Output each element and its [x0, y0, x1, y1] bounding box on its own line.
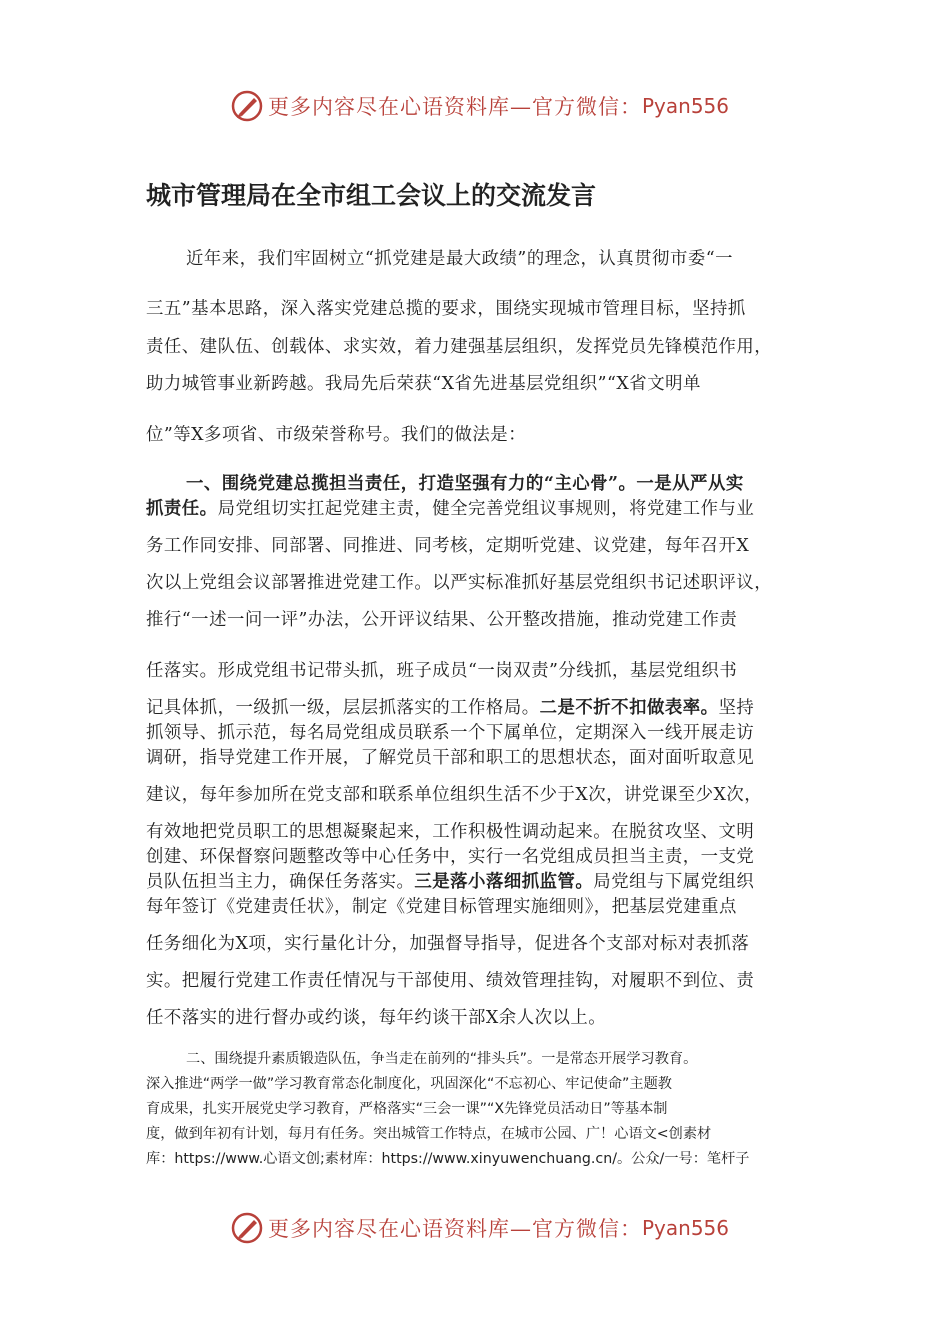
header-banner [230, 86, 750, 126]
para2-line: 有效地把党员职工的思想凝聚起来，工作积极性调动起来。在脱贫攻坚、文明 [146, 822, 755, 842]
banner-handle: Pyan556 [642, 94, 730, 118]
para2-line: 记具体抓，一级抓一级，层层抓落实的工作格局。二是不折不扣做表率。坚持 [146, 698, 755, 718]
para3-line: 深入推进“两学一做”学习教育常态化制度化，巩固深化“不忘初心、牢记使命”主题教 [146, 1076, 672, 1092]
pen-logo-icon [230, 1211, 264, 1245]
para3-line: 度，做到年初有计划，每月有任务。突出城管工作特点，在城市公园、广！心语文<创素材 [146, 1126, 712, 1142]
banner-handle: Pyan556 [642, 1216, 730, 1240]
bold-phrase: 三是落小落细抓监管。 [414, 872, 594, 892]
para3-line: 库：https://www.心语文创;素材库：https://www.xinyuwenchuang.cn/。公众/一号：笔杆子 [146, 1151, 750, 1167]
para2-line: 每年签订《党建责任状》，制定《党建目标管理实施细则》，把基层党建重点 [146, 897, 737, 917]
para2-line: 抓责任。局党组切实扛起党建主责，健全完善党组议事规则，将党建工作与业 [146, 499, 755, 519]
para2-line: 任务细化为X项，实行量化计分，加强督导指导，促进各个支部对标对表抓落 [146, 934, 750, 954]
para1-line: 位”等X多项省、市级荣誉称号。我们的做法是： [146, 425, 527, 445]
footer-banner [230, 1208, 750, 1248]
para1-line: 三五”基本思路，深入落实党建总揽的要求，围绕实现城市管理目标，坚持抓 [146, 299, 746, 319]
banner-text: 更多内容尽在心语资料库—官方微信： [268, 1217, 642, 1241]
para2-line: 创建、环保督察问题整改等中心任务中，实行一名党组成员担当主责，一支党 [146, 847, 755, 867]
para1-line: 助力城管事业新跨越。我局先后荣获“X省先进基层党组织”“X省文明单 [146, 374, 701, 394]
para2-line: 员队伍担当主力，确保任务落实。三是落小落细抓监管。局党组与下属党组织 [146, 872, 755, 892]
para2-line: 实。把履行党建工作责任情况与干部使用、绩效管理挂钩，对履职不到位、责 [146, 971, 755, 991]
para1-line: 近年来，我们牢固树立“抓党建是最大政绩”的理念，认真贯彻市委“一 [186, 249, 734, 269]
banner-text: 更多内容尽在心语资料库—官方微信： [268, 95, 642, 119]
para1-line: 责任、建队伍、创载体、求实效，着力建强基层组织，发挥党员先锋模范作用， [146, 337, 773, 357]
para2-line: 务工作同安排、同部署、同推进、同考核，定期听党建、议党建，每年召开X [146, 536, 750, 556]
para2-line: 推行“一述一问一评”办法，公开评议结果、公开整改措施，推动党建工作责 [146, 610, 738, 630]
para3-line: 二、围绕提升素质锻造队伍，争当走在前列的“排头兵”。一是常态开展学习教育。 [186, 1051, 698, 1067]
para2-line: 建议，每年参加所在党支部和联系单位组织生活不少于X次，讲党课至少X次， [146, 785, 763, 805]
para2-line: 任不落实的进行督办或约谈，每年约谈干部X余人次以上。 [146, 1008, 607, 1028]
para2-line: 抓领导、抓示范，每名局党组成员联系一个下属单位，定期深入一线开展走访 [146, 723, 755, 743]
para2-line: 调研，指导党建工作开展，了解党员干部和职工的思想状态，面对面听取意见 [146, 748, 755, 768]
document-title: 城市管理局在全市组工会议上的交流发言 [146, 181, 597, 210]
pen-logo-icon [230, 89, 264, 123]
para2-line: 次以上党组会议部署推进党建工作。以严实标准抓好基层党组织书记述职评议， [146, 573, 773, 593]
bold-phrase: 抓责任。 [146, 499, 218, 519]
para2-line: 任落实。形成党组书记带头抓，班子成员“一岗双责”分线抓，基层党组织书 [146, 661, 738, 681]
para3-line: 育成果，扎实开展党史学习教育，严格落实“三会一课”“X先锋党员活动日”等基本制 [146, 1101, 668, 1117]
bold-phrase: 二是不折不扣做表率。 [539, 698, 719, 718]
para2-line: 一、围绕党建总揽担当责任，打造坚强有力的“主心骨”。一是从严从实 [186, 474, 744, 494]
